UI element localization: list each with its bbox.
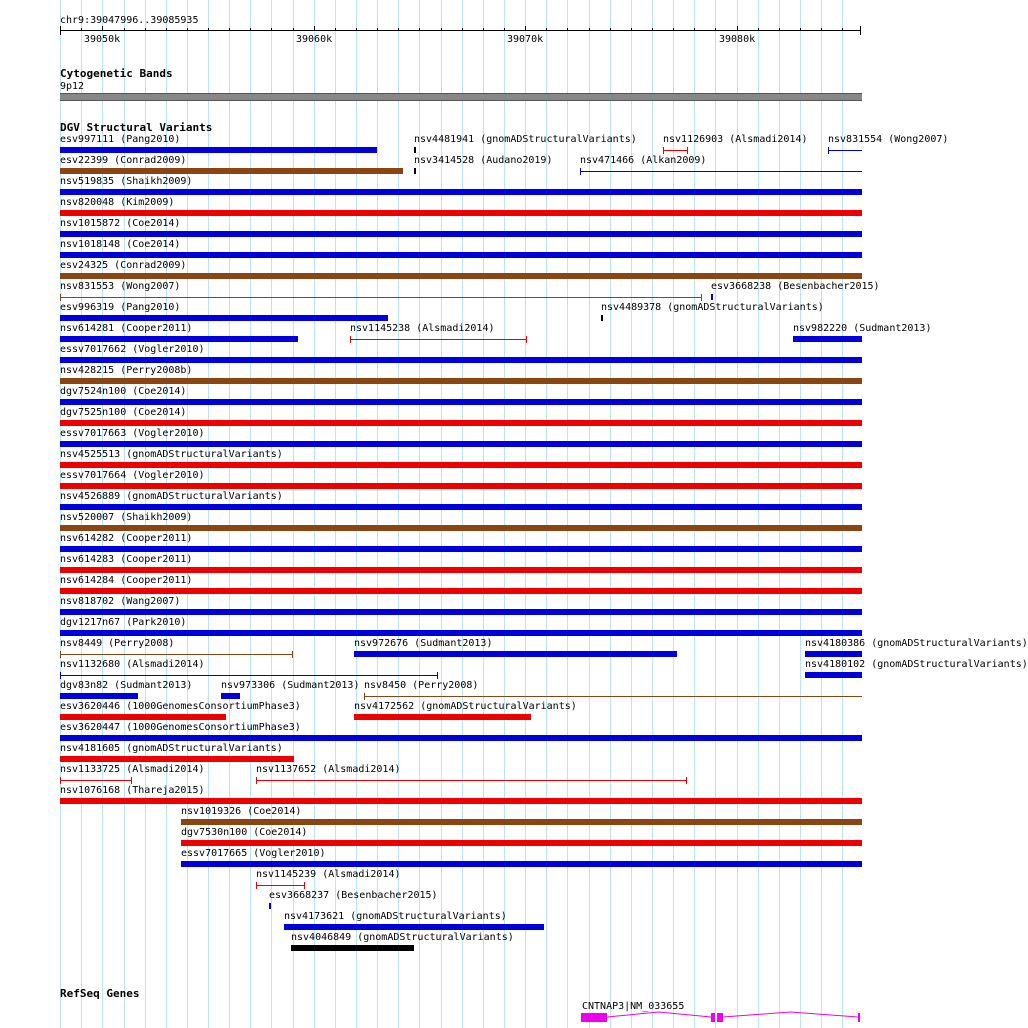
variant-label: nsv4526889 (gnomADStructuralVariants) (60, 491, 283, 502)
variant-label: essv7017664 (Vogler2010) (60, 470, 205, 481)
variant-label: essv7017663 (Vogler2010) (60, 428, 205, 439)
variant-label: nsv1145239 (Alsmadi2014) (256, 869, 401, 880)
variant-label: nsv1137652 (Alsmadi2014) (256, 764, 401, 775)
variant-label: nsv4172562 (gnomADStructuralVariants) (354, 701, 577, 712)
variant-label: esv22399 (Conrad2009) (60, 155, 187, 166)
variant-label: nsv982220 (Sudmant2013) (793, 323, 932, 334)
dgv-track-title: DGV Structural Variants (60, 121, 213, 134)
refseq-track-title: RefSeq Genes (60, 987, 140, 1000)
variant-label: nsv8449 (Perry2008) (60, 638, 175, 649)
variant-label: esv3668237 (Besenbacher2015) (269, 890, 438, 901)
variant-label: nsv831554 (Wong2007) (828, 134, 949, 145)
variant-label: nsv4481941 (gnomADStructuralVariants) (414, 134, 637, 145)
gene-exon[interactable] (858, 1013, 860, 1022)
variant-label: nsv1126903 (Alsmadi2014) (663, 134, 808, 145)
variant-label: nsv471466 (Alkan2009) (580, 155, 707, 166)
gene-exon[interactable] (717, 1013, 723, 1022)
variant-label: essv7017662 (Vogler2010) (60, 344, 205, 355)
variant-label: nsv4173621 (gnomADStructuralVariants) (284, 911, 507, 922)
variant-label: dgv83n82 (Sudmant2013) (60, 680, 193, 691)
variant-label: nsv973306 (Sudmant2013) (221, 680, 360, 691)
variant-label: nsv4046849 (gnomADStructuralVariants) (291, 932, 514, 943)
gene-exon[interactable] (711, 1013, 715, 1022)
variant-label: nsv831553 (Wong2007) (60, 281, 181, 292)
variant-label: nsv4180386 (gnomADStructuralVariants) (805, 638, 1028, 649)
variant-label: nsv3414528 (Audano2019) (414, 155, 553, 166)
variant-label: nsv1019326 (Coe2014) (181, 806, 302, 817)
ruler-tick-label: 39070k (507, 34, 544, 45)
gene-intron (607, 1012, 711, 1017)
cytoband-label: 9p12 (60, 81, 85, 92)
variant-label: nsv4525513 (gnomADStructuralVariants) (60, 449, 283, 460)
variant-label: nsv614281 (Cooper2011) (60, 323, 193, 334)
variant-label: nsv614284 (Cooper2011) (60, 575, 193, 586)
variant-label: nsv614283 (Cooper2011) (60, 554, 193, 565)
variant-label: nsv4181605 (gnomADStructuralVariants) (60, 743, 283, 754)
variant-label: esv24325 (Conrad2009) (60, 260, 187, 271)
coordinate-readout: chr9:39047996..39085935 (60, 15, 199, 26)
variant-label: dgv7525n100 (Coe2014) (60, 407, 187, 418)
cytoband-track-title: Cytogenetic Bands (60, 67, 173, 80)
variant-label: nsv972676 (Sudmant2013) (354, 638, 493, 649)
variant-label: esv997111 (Pang2010) (60, 134, 181, 145)
variant-label: nsv818702 (Wang2007) (60, 596, 181, 607)
variant-label: esv3668238 (Besenbacher2015) (711, 281, 880, 292)
ruler-tick-label: 39050k (84, 34, 121, 45)
variant-label: nsv1145238 (Alsmadi2014) (350, 323, 495, 334)
ruler-tick-label: 39080k (719, 34, 756, 45)
variant-label: esv996319 (Pang2010) (60, 302, 181, 313)
variant-label: nsv428215 (Perry2008b) (60, 365, 193, 376)
variant-label: nsv4489378 (gnomADStructuralVariants) (601, 302, 824, 313)
variant-label: nsv519835 (Shaikh2009) (60, 176, 193, 187)
variant-label: nsv820048 (Kim2009) (60, 197, 175, 208)
variant-label: dgv1217n67 (Park2010) (60, 617, 187, 628)
variant-label: dgv7524n100 (Coe2014) (60, 386, 187, 397)
variant-label: nsv1015872 (Coe2014) (60, 218, 181, 229)
ruler-tick-label: 39060k (296, 34, 333, 45)
gene-exon[interactable] (581, 1013, 607, 1022)
variant-label: dgv7530n100 (Coe2014) (181, 827, 308, 838)
variant-label: esv3620447 (1000GenomesConsortiumPhase3) (60, 722, 301, 733)
variant-label: nsv1018148 (Coe2014) (60, 239, 181, 250)
variant-label: nsv1133725 (Alsmadi2014) (60, 764, 205, 775)
variant-label: nsv4180102 (gnomADStructuralVariants) (805, 659, 1028, 670)
variant-label: essv7017665 (Vogler2010) (181, 848, 326, 859)
variant-label: nsv1132680 (Alsmadi2014) (60, 659, 205, 670)
gene-label: CNTNAP3|NM_033655 (582, 1001, 685, 1012)
gene-intron (723, 1012, 858, 1017)
variant-label: nsv520007 (Shaikh2009) (60, 512, 193, 523)
variant-label: nsv614282 (Cooper2011) (60, 533, 193, 544)
variant-label: nsv8450 (Perry2008) (364, 680, 479, 691)
variant-label: esv3620446 (1000GenomesConsortiumPhase3) (60, 701, 301, 712)
variant-label: nsv1076168 (Thareja2015) (60, 785, 205, 796)
